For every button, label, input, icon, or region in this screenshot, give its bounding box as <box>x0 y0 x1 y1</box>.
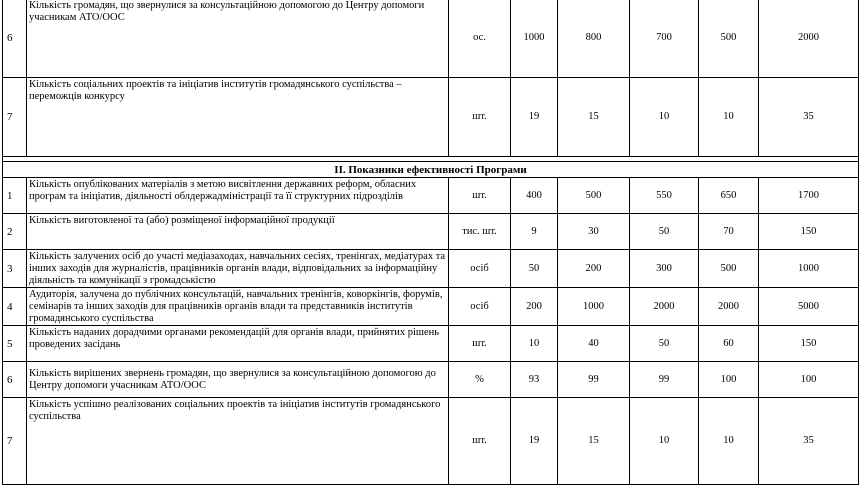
value-cell: 50 <box>511 250 558 288</box>
unit-cell: % <box>449 362 511 398</box>
table-row <box>3 362 859 398</box>
unit-cell: шт. <box>449 326 511 362</box>
row-number: 6 <box>3 362 27 398</box>
total-cell: 35 <box>759 78 859 157</box>
total-cell: 1700 <box>759 178 859 214</box>
row-number: 1 <box>3 178 27 214</box>
value-cell: 700 <box>630 0 699 78</box>
row-number: 3 <box>3 250 27 288</box>
row-number: 5 <box>3 326 27 362</box>
total-cell: 150 <box>759 214 859 250</box>
value-cell: 10 <box>699 78 759 157</box>
value-cell: 15 <box>558 398 630 485</box>
value-cell: 500 <box>699 250 759 288</box>
table-row <box>3 326 859 362</box>
total-cell: 5000 <box>759 288 859 326</box>
value-cell: 10 <box>630 78 699 157</box>
value-cell: 300 <box>630 250 699 288</box>
unit-cell: осіб <box>449 250 511 288</box>
value-cell: 19 <box>511 398 558 485</box>
value-cell: 800 <box>558 0 630 78</box>
unit-cell: шт. <box>449 398 511 485</box>
value-cell: 1000 <box>558 288 630 326</box>
value-cell: 10 <box>511 326 558 362</box>
value-cell: 2000 <box>630 288 699 326</box>
value-cell: 200 <box>558 250 630 288</box>
indicators-table <box>2 0 859 485</box>
unit-cell: ос. <box>449 0 511 78</box>
table-row <box>3 398 859 485</box>
value-cell: 9 <box>511 214 558 250</box>
value-cell: 10 <box>630 398 699 485</box>
total-cell: 150 <box>759 326 859 362</box>
indicator-name: Кількість громадян, що звернулися за консультаційною допомогою до Центру допомоги учасникам АТО/ООС <box>27 0 449 78</box>
value-cell: 550 <box>630 178 699 214</box>
indicator-name: Кількість наданих дорадчими органами рекомендацій для органів влади, прийнятих рішень проведених засідань <box>27 326 449 362</box>
value-cell: 15 <box>558 78 630 157</box>
indicator-name: Кількість соціальних проектів та ініціатив інститутів громадянського суспільства – переможців конкурсу <box>27 78 449 157</box>
value-cell: 93 <box>511 362 558 398</box>
value-cell: 200 <box>511 288 558 326</box>
value-cell: 500 <box>558 178 630 214</box>
value-cell: 10 <box>699 398 759 485</box>
value-cell: 30 <box>558 214 630 250</box>
table-row <box>3 178 859 214</box>
section-title: ІІ. Показники ефективності Програми <box>3 162 859 178</box>
indicator-name: Кількість опублікованих матеріалів з метою висвітлення державних реформ, обласних програм та ініціатив, діяльності облдержадміністрації та її структурних підрозділів <box>27 178 449 214</box>
value-cell: 70 <box>699 214 759 250</box>
unit-cell: тис. шт. <box>449 214 511 250</box>
value-cell: 1000 <box>511 0 558 78</box>
value-cell: 650 <box>699 178 759 214</box>
row-number: 7 <box>3 398 27 485</box>
value-cell: 99 <box>558 362 630 398</box>
indicator-name: Кількість вирішених звернень громадян, що звернулися за консультаційною допомогою до Центру допомоги учасникам АТО/ООС <box>27 362 449 398</box>
value-cell: 40 <box>558 326 630 362</box>
indicator-name: Кількість залучених осіб до участі медіазаходах, навчальних сесіях, тренінгах, медіатурах та інших заходів для журналістів, працівників органів влади, відповідальних за інформаційну діяльність та комунікації з громадськістю <box>27 250 449 288</box>
value-cell: 2000 <box>699 288 759 326</box>
table-row <box>3 250 859 288</box>
indicator-name: Аудиторія, залучена до публічних консультацій, навчальних тренінгів, коворкінгів, форумів, семінарів та інших заходів для працівників органів влади та представників інститутів громадянського суспільства <box>27 288 449 326</box>
table-row <box>3 288 859 326</box>
unit-cell: шт. <box>449 178 511 214</box>
row-number: 4 <box>3 288 27 326</box>
row-number: 2 <box>3 214 27 250</box>
value-cell: 50 <box>630 326 699 362</box>
total-cell: 35 <box>759 398 859 485</box>
row-number: 6 <box>3 0 27 78</box>
value-cell: 99 <box>630 362 699 398</box>
value-cell: 50 <box>630 214 699 250</box>
total-cell: 2000 <box>759 0 859 78</box>
value-cell: 400 <box>511 178 558 214</box>
indicator-name: Кількість успішно реалізованих соціальних проектів та ініціатив інститутів громадянського суспільства <box>27 398 449 485</box>
value-cell: 19 <box>511 78 558 157</box>
total-cell: 100 <box>759 362 859 398</box>
table-row <box>3 214 859 250</box>
unit-cell: шт. <box>449 78 511 157</box>
value-cell: 500 <box>699 0 759 78</box>
value-cell: 100 <box>699 362 759 398</box>
table-row <box>3 0 859 78</box>
total-cell: 1000 <box>759 250 859 288</box>
indicator-name: Кількість виготовленої та (або) розміщеної інформаційної продукції <box>27 214 449 250</box>
row-number: 7 <box>3 78 27 157</box>
table-row <box>3 78 859 157</box>
value-cell: 60 <box>699 326 759 362</box>
unit-cell: осіб <box>449 288 511 326</box>
section-header-row <box>3 162 859 178</box>
